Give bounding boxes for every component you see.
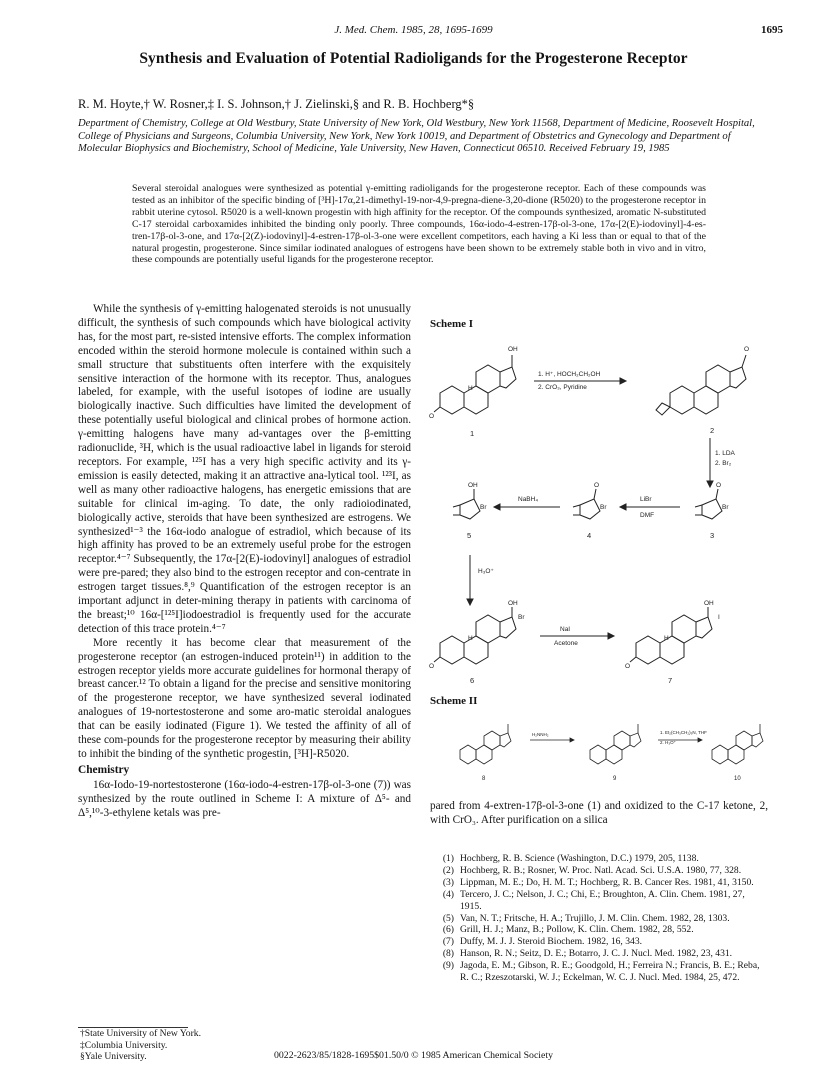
br-label: Br [518, 614, 525, 621]
compound-label-6: 6 [470, 676, 475, 685]
compound-label-1: 1 [470, 429, 475, 438]
footnote: ‡Columbia University. [80, 1039, 168, 1051]
steroid-structure-1 [434, 355, 516, 414]
oh-label: OH [508, 346, 518, 353]
o-label: O [716, 482, 722, 489]
copyright-line: 0022-2623/85/1828-1695$01.50/0 © 1985 American Chemical Society [274, 1050, 553, 1061]
reagent-br2: 2. Br₂ [715, 460, 732, 467]
article-title: Synthesis and Evaluation of Potential Radioligands for the Progesterone Receptor [139, 50, 688, 67]
d-ring-structure-3 [695, 489, 722, 519]
reference-item: (3) Lippman, M. E.; Do, H. M. T.; Hochberg, R. B. Cancer Res. 1981, 41, 3150. [442, 876, 754, 888]
iodine-label: I [718, 614, 720, 621]
reagent-dmf: DMF [640, 512, 655, 519]
footnote: †State University of New York. [80, 1028, 201, 1039]
compound-label-8: 8 [482, 776, 486, 782]
reagent-nai: NaI [560, 626, 571, 633]
d-ring-structure-5 [453, 489, 480, 519]
o-label: O [429, 413, 435, 420]
abstract: Several steroidal analogues were synthesized as potential γ-emitting radioligands for the progesterone receptor. Each of these compounds was tested as an inhibitor of the specific binding of [³H]-17α,21-dimethyl-19-nor-4,9-pregna-diene-3,20-dione (R5020) to the progesterone receptor in rabbit uterine cytosol. R5020 is a well-known progestin with high affinity for the receptor. Of the compounds synthesized, aromatic N-substituted C-17 steroidal carboxamides inhibited the binding only poorly. Three compounds, 16α-iodo-4-estren-17β-ol-3-one, 17α-[2(E)-iodovinyl]-4-es-tren-17β-ol-3-one, and 17α-[2(Z)-iodovinyl]-4-estren-17β-ol-3-one were excellent competitors, each having a Ki less than or equal to that of the natural progestin, progesterone. Since similar iodinated analogues of estrogens have been shown to be extremely stable both in vivo and in vitro, these compounds are potentially useful ligands for the progesterone receptor. [132, 183, 706, 266]
scheme-1-title: Scheme I [430, 318, 474, 330]
intro-paragraph-1: While the synthesis of γ-emitting halogenated steroids is not unusually difficult, the synthesis of such compounds which have biological activity has, for the most part, re-sisted intensive efforts. The complex information encoded within the steroid hormone molecule is contained within such a small structure that substituents often interfere with the exquisitely sensitive interaction of the hormone with its receptor. Thus, analogues labeled, for example, with the useful isotopes of iodine are usually biologically inactive. Such difficulties have limited the development of these potentially useful biological and clinical probes of hormone action. γ-emitting halogens have many ad-vantages over the β-emitting radionuclide, ³H, which is the usual radioactive label in ligands for steroid receptors. For example, ¹²⁵I has a very high specific activity and its γ-emission is easily detected, making it an attractive ana-lytical tool. ¹²³I, as well as many other radioactive halogens, has energetic emissions that are suitable for clinical im-aging. To date, the only radioiodinated, biologically active, steroids that have been synthesized are estrogens. We synthesized¹⁻³ the 16α-iodo analogue of estradiol, which because of its high affinity has proved to be an extremely useful probe for the estrogen receptor.⁴⁻⁷ Subsequently, the 17α-[2(E)-iodovinyl] analogues of estradiol were pre-pared; they also bind to the estrogen receptor and con-centrate in estrogen target tissues.⁸,⁹ Quantification of the estrogen receptor is an important adjunct in deter-mining therapy in patients with carcinoma of the breast;¹⁰ 16α-[¹²⁵I]iodoestradiol is frequently used for the accurate detection of this trace protein.⁴⁻⁷ [78, 303, 411, 635]
reagent-step-1: 1. Et₂(CH₃CH₂)₃N, THF [660, 730, 707, 735]
oh-label: OH [704, 600, 714, 607]
reagent-acetone: Acetone [554, 640, 578, 647]
br-label: Br [600, 504, 607, 511]
compound-label-9: 9 [613, 776, 617, 782]
o-label: O [594, 482, 600, 489]
scheme-1-diagram [429, 333, 768, 685]
scheme-1 [429, 318, 768, 685]
reagent-libr: LiBr [640, 496, 652, 503]
intro-paragraph-2: More recently it has become clear that measurement of the progesterone receptor (an estrogen-induced protein¹¹) in addition to the estrogen receptor yields more accurate guidelines for hormonal therapy of breast cancer.¹² To obtain a ligand for the precise and sensitive monitoring of the progesterone receptor, we have synthesized several iodinated analogues of 19-nortestosterone and some aro-matic steroidal analogues that can be easily iodinated (Figure 1). We tested the affinity of all of these com-pounds for the progesterone receptor by measuring their ability to inhibit the binding of the synthetic progestin, [³H]-R5020. [78, 636, 411, 760]
left-column [78, 303, 411, 821]
compound-label-10: 10 [734, 776, 741, 782]
o-label: O [625, 663, 631, 670]
reagent-lda: 1. LDA [715, 450, 735, 457]
d-ring-structure-4 [573, 489, 600, 519]
compound-label-4: 4 [587, 531, 592, 540]
compound-label-7: 7 [668, 676, 673, 685]
scheme-2-diagram [430, 710, 768, 790]
author-list: R. M. Hoyte,† W. Rosner,‡ I. S. Johnson,† J. Zielinski,§ and R. B. Hochberg*§ [78, 97, 475, 111]
reference-item: (1) Hochberg, R. B. Science (Washington, D.C.) 1979, 205, 1138. [442, 853, 699, 864]
h-label: H [664, 635, 669, 642]
chemistry-paragraph: 16α-Iodo-19-nortestosterone (16α-iodo-4-estren-17β-ol-3-one (7)) was synthesized by the route outlined in Scheme I: A mixture of Δ⁵- and Δ⁵,¹⁰-3-ethylene ketals was pre- [78, 778, 411, 819]
steroid-structure-10 [712, 724, 763, 764]
reagent-step1a: 1. H⁺, HOCH₂CH₂OH [538, 371, 601, 378]
reagent-step1b: 2. CrO₃, Pyridine [538, 384, 587, 391]
steroid-structure-8 [460, 724, 511, 764]
steroid-structure-7 [630, 607, 712, 664]
reference-item: (8) Hanson, R. N.; Seitz, D. E.; Botarro, J. C. J. Nucl. Med. 1982, 23, 431. [442, 948, 733, 960]
h-label: H [468, 635, 473, 642]
br-label: Br [722, 504, 729, 511]
reagent-nabh4: NaBH₄ [518, 496, 538, 503]
reagent-hydrazine: H₂NNH₂ [532, 732, 549, 737]
reference-item: (7) Duffy, M. J. J. Steroid Biochem. 1982, 16, 343. [442, 936, 643, 948]
reference-item: (9) Jagoda, E. M.; Gibson, R. E.; Goodgold, H.; Ferreira N.; Francis, B. E.; Reba, R. C.; Rzeszotarski, W. J.; Eckelman, W. C. J. Nucl. Med. 1984, 25, 472. [442, 960, 760, 984]
compound-label-3: 3 [710, 531, 715, 540]
scheme-2 [430, 695, 768, 790]
h-label: H [468, 385, 473, 392]
references [430, 853, 768, 984]
steroid-structure-2 [656, 355, 746, 415]
reference-item: (4) Tercero, J. C.; Nelson, J. C.; Chi, E.; Broughton, A. Clin. Chem. 1981, 27, 1915. [442, 888, 745, 912]
oh-label: OH [468, 482, 478, 489]
br-label: Br [480, 504, 487, 511]
reference-item: (2) Hochberg, R. B.; Rosner, W. Proc. Natl. Acad. Sci. U.S.A. 1980, 77, 328. [442, 864, 742, 876]
steroid-structure-6 [434, 607, 516, 664]
reagent-step-2: 2. H₃O⁺ [660, 740, 676, 745]
compound-label-2: 2 [710, 426, 715, 435]
oh-label: OH [508, 600, 518, 607]
steroid-structure-9 [590, 724, 641, 764]
scheme-2-title: Scheme II [430, 695, 478, 707]
affiliations: Department of Chemistry, College at Old Westbury, State University of New York, Old Westbury, New York 11568, Department of Medicine, Roosevelt Hospital, College of Physicians and Surgeons, Columbia University, New York, New York 10019, and Department of Obstetrics and Gynecology and Department of Molecular Biophysics and Biochemistry, School of Medicine, Yale University, New Haven, Connecticut 06510. Received February 19, 1985 [78, 118, 755, 154]
reagent-h3o: H₃O⁺ [478, 568, 494, 575]
right-column-text: pared from 4-extren-17β-ol-3-one (1) and oxidized to the C-17 ketone, 2, with CrO₃. After purification on a silica [430, 800, 768, 826]
footnote: §Yale University. [80, 1051, 147, 1062]
reference-item: (6) Grill, H. J.; Manz, B.; Pollow, K. Clin. Chem. 1982, 28, 552. [442, 924, 694, 936]
page-number: 1695 [761, 24, 783, 36]
compound-label-5: 5 [467, 531, 472, 540]
o-label: O [429, 663, 435, 670]
section-heading-chemistry: Chemistry [78, 763, 130, 776]
o-label: O [744, 346, 750, 353]
reference-item: (5) Van, N. T.; Fritsche, H. A.; Trujillo, J. M. Clin. Chem. 1982, 28, 1303. [442, 912, 730, 924]
journal-header: J. Med. Chem. 1985, 28, 1695-1699 [334, 24, 493, 36]
